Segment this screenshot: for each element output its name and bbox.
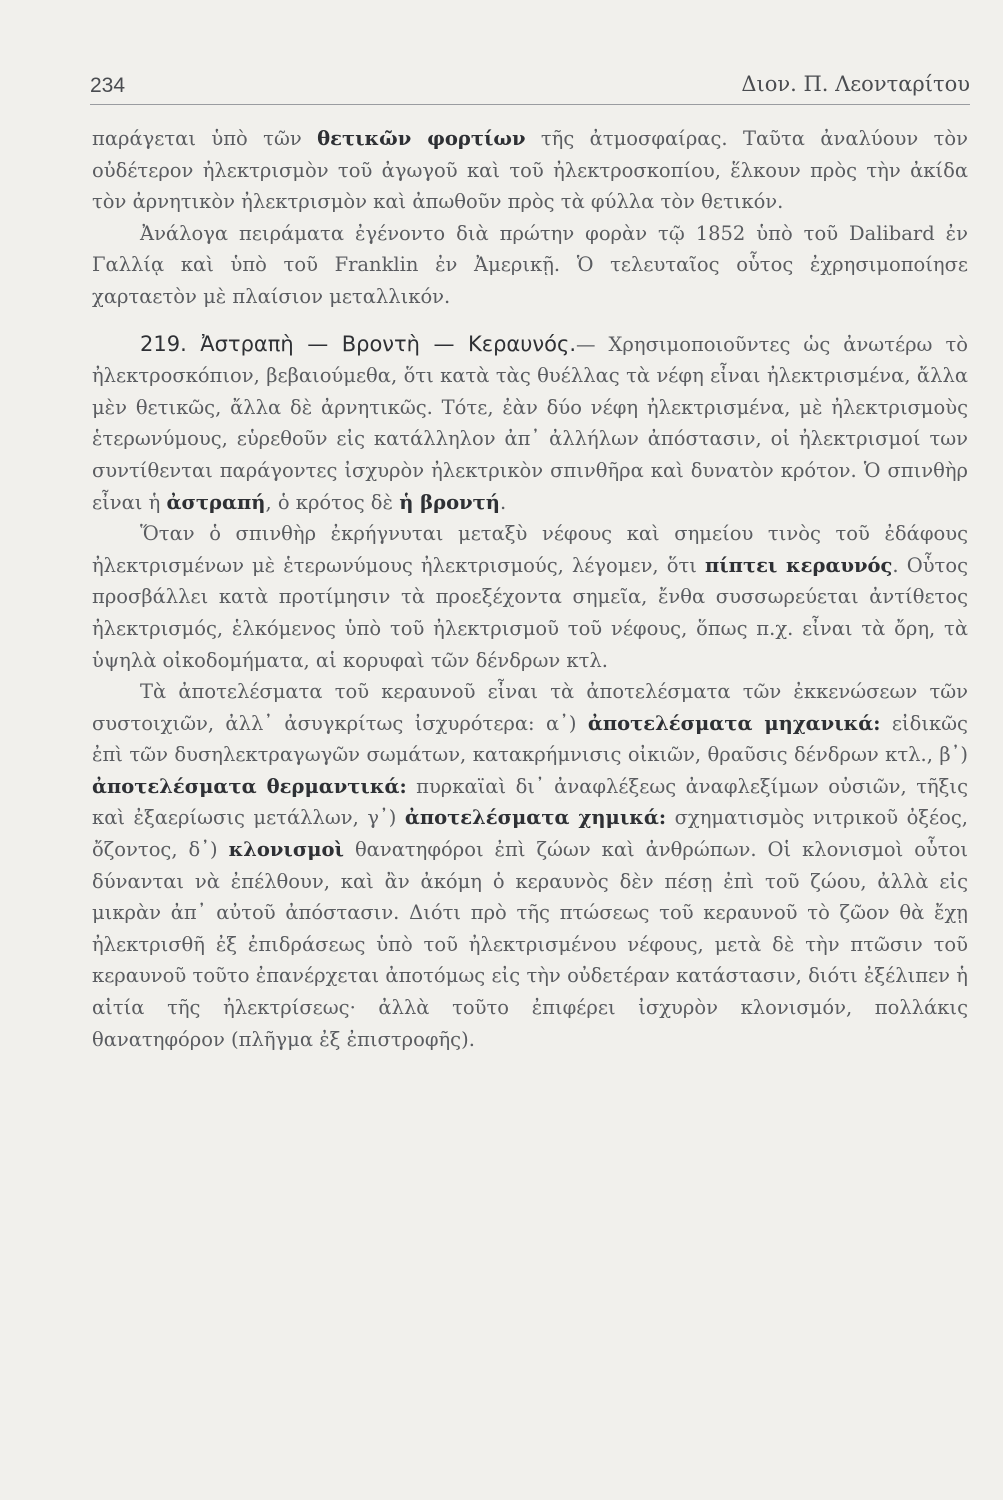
- paragraph-effects: [92, 676, 968, 1055]
- text-span: εἰδικῶς ἐπὶ τῶν δυσηλεκτραγωγῶν σωμάτων, κατακρήμνισις οἰκιῶν, θραῦσις δένδρων κτλ., β᾿): [92, 711, 968, 767]
- page-header: [90, 70, 970, 105]
- text-span: , ὁ κρότος δὲ: [265, 490, 400, 514]
- text-span: .: [499, 490, 507, 514]
- bold-term-thunder: ἡ βροντή: [399, 490, 500, 514]
- section-219: [92, 329, 968, 519]
- bold-term-shocks: κλονισμοὶ: [228, 838, 344, 862]
- paragraph-intro: [92, 123, 968, 218]
- section-heading: 219. Ἀστραπὴ — Βροντὴ — Κεραυνός.: [140, 331, 577, 356]
- text-span: Ἀνάλογα πειράματα ἐγένοντο διὰ πρώτην φορὰν τῷ 1852 ὑπὸ τοῦ Dalibard ἐν Γαλλίᾳ καὶ ὑπὸ τοῦ Franklin ἐν Ἀμερικῇ. Ὁ τελευταῖος οὗτος ἐχρησιμοποίησε χαρταετὸν μὲ πλαίσιον μεταλλικόν.: [92, 221, 968, 308]
- bold-term-chemical-effects: ἀποτελέσματα χημικά:: [404, 806, 667, 830]
- bold-term-thermal-effects: ἀποτελέσματα θερμαντικά:: [92, 774, 407, 798]
- paragraph-thunderbolt: [92, 518, 968, 676]
- text-span: παράγεται ὑπὸ τῶν: [92, 127, 318, 150]
- bold-term-mechanical-effects: ἀποτελέσματα μηχανικά:: [587, 711, 881, 735]
- body-text: [92, 123, 968, 1055]
- running-head: Διον. Π. Λεονταρίτου: [741, 72, 970, 96]
- bold-term-positive-charges: θετικῶν φορτίων: [317, 127, 526, 150]
- bold-term-lightning: ἀστραπή: [166, 490, 266, 514]
- page-number: 234: [90, 74, 126, 97]
- text-span: Τὰ ἀποτελέσματα τοῦ κεραυνοῦ εἶναι τὰ ἀποτελέσματα τῶν ἐκκενώσεων τῶν συστοιχιῶν, ἀλλ᾿ ἀσυγκρίτως ἰσχυρότερα: α᾿): [92, 680, 968, 735]
- bold-term-thunderbolt: πίπτει κεραυνός: [704, 553, 893, 577]
- text-span: τῆς ἀτμοσφαίρας. Ταῦτα ἀναλύουν τὸν οὐδέτερον ἠλεκτρισμὸν τοῦ ἀγωγοῦ καὶ τοῦ ἠλεκτροσκοπίου, ἕλκουν πρὸς τὴν ἀκίδα τὸν ἀρνητικὸν ἠλεκτρισμὸν καὶ ἀπωθοῦν πρὸς τὰ φύλλα τὸν θετικόν.: [92, 127, 968, 214]
- text-span: πυρκαϊαὶ δι᾿ ἀναφλέξεως ἀναφλεξίμων οὐσιῶν, τῆξις καὶ ἐξαερίωσις μετάλλων, γ᾿): [92, 774, 968, 830]
- text-span: . Οὗτος προσβάλλει κατὰ προτίμησιν τὰ προεξέχοντα σημεῖα, ἔνθα συσσωρεύεται ἀντίθετος ἠλεκτρισμός, ἑλκόμενος ὑπὸ τοῦ ἠλεκτρισμοῦ τοῦ νέφους, ὅπως π.χ. εἶναι τὰ ὄρη, τὰ ὑψηλὰ οἰκοδομήματα, αἱ κορυφαὶ τῶν δένδρων κτλ.: [92, 553, 968, 672]
- text-span: Ὅταν ὁ σπινθὴρ ἐκρήγνυται μεταξὺ νέφους καὶ σημείου τινὸς τοῦ ἐδάφους ἠλεκτρισμένων μὲ ἑτερωνύμους ἠλεκτρισμούς, λέγομεν, ὅτι: [92, 522, 968, 577]
- text-span: σχηματισμὸς νιτρικοῦ ὀξέος, ὄζοντος, δ᾿): [92, 806, 969, 862]
- text-span: θανατηφόροι ἐπὶ ζώων καὶ ἀνθρώπων. Οἱ κλονισμοὶ οὗτοι δύνανται νὰ ἐπέλθουν, καὶ ἂν ἀκόμη ὁ κεραυνὸς δὲν πέσῃ ἐπὶ τοῦ ζώου, ἀλλὰ εἰς μικρὰν ἀπ᾿ αὐτοῦ ἀπόστασιν. Διότι πρὸ τῆς πτώσεως τοῦ κεραυνοῦ τὸ ζῶον θὰ ἔχῃ ἠλεκτρισθῆ ἐξ ἐπιδράσεως ὑπὸ τοῦ ἠλεκτρισμένου νέφους, μετὰ δὲ τὴν πτῶσιν τοῦ κεραυνοῦ τοῦτο ἐπανέρχεται ἀποτόμως εἰς τὴν οὐδετέραν κατάστασιν, διότι ἐξέλιπεν ἡ αἰτία τῆς ἠλεκτρίσεως· ἀλλὰ τοῦτο ἐπιφέρει ἰσχυρὸν κλονισμόν, πολλάκις θανατηφόρον (πλῆγμα ἐξ ἐπιστροφῆς).: [92, 838, 969, 1051]
- paragraph-experiments: [92, 218, 968, 313]
- text-span: — Χρησιμοποιοῦντες ὡς ἀνωτέρω τὸ ἠλεκτροσκόπιον, βεβαιούμεθα, ὅτι κατὰ τὰς θυέλλας τὰ νέφη εἶναι ἠλεκτρισμένα, ἄλλα μὲν θετικῶς, ἄλλα δὲ ἀρνητικῶς. Τότε, ἐὰν δύο νέφη ἠλεκτρισμένα, μὲ ἠλεκτρισμοὺς ἑτερωνύμους, εὑρεθοῦν εἰς κατάλληλον ἀπ᾿ ἀλλήλων ἀπόστασιν, οἱ ἠλεκτρισμοί των συντίθενται παράγοντες ἰσχυρὸν ἠλεκτρικὸν σπινθῆρα καὶ δυνατὸν κρότον. Ὁ σπινθὴρ εἶναι ἡ: [92, 332, 969, 514]
